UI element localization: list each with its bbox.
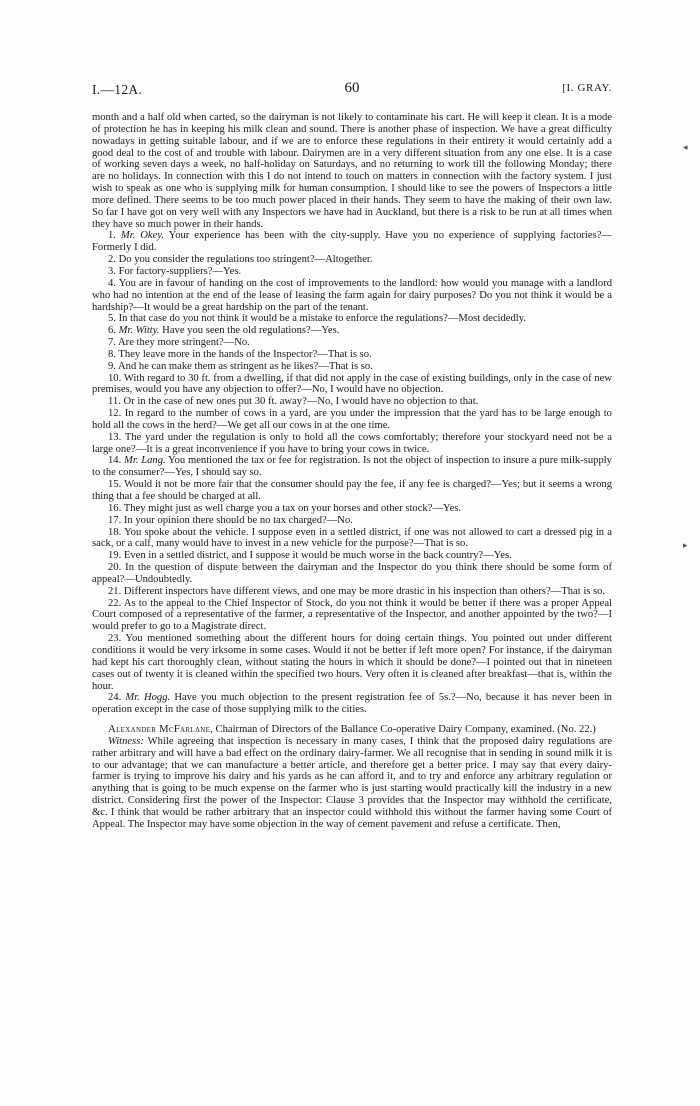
question-text: You are in favour of handing on the cost of improvements to the landlord: how would you manage with a landlord who had no intention at the end of the lease of leasing the farm again for dairy purposes? Do you not think it would be a hardship?—It would be a great hardship on the part of the tenant.: [92, 277, 612, 313]
question-item: [92, 278, 612, 314]
question-number: 22.: [108, 597, 122, 609]
question-number: 24.: [108, 692, 122, 704]
question-item: [92, 586, 612, 598]
question-item: [92, 550, 612, 562]
question-item: [92, 598, 612, 634]
question-item: [92, 527, 612, 551]
question-text: In regard to the number of cows in a yard, are you under the impression that the yard has to be large enough to hold all the cows in the herd?—We get all our cows in at the one time.: [92, 408, 612, 431]
question-item: [92, 479, 612, 503]
question-item: [92, 396, 612, 408]
question-item: [92, 455, 612, 479]
question-number: 11.: [108, 396, 121, 408]
question-number: 12.: [108, 408, 122, 420]
question-text: Would it not be more fair that the consumer should pay the fee, if any fee is charged?—Yes; but it seems a wrong thing that a fee should be charged at all.: [92, 479, 612, 502]
question-text: With regard to 30 ft. from a dwelling, if that did not apply in the case of existing buildings, only in the case of new premises, would you have any objection to offer?—No, I would have no objection.: [92, 372, 612, 396]
question-item: [92, 230, 612, 254]
question-number: 21.: [108, 585, 122, 597]
question-number: 14.: [108, 455, 122, 467]
page-header: [92, 82, 612, 102]
question-number: 20.: [108, 562, 122, 574]
question-text: In your opinion there should be no tax charged?—No.: [123, 514, 353, 526]
question-number: 23.: [108, 633, 122, 645]
question-number: 1.: [108, 230, 116, 242]
question-text: You mentioned something about the different hours for doing certain things. You pointed out under different conditions it would be very irksome in some cases. Would it not be better if left more open? For instance, if the dairyman had kept his cart thoroughly clean, without stating the hours in which it should be done?—I pointed out that in nineteen cases out of twenty it is cleaned within the specified two hours. Very often it is cleaned after breakfast—that is, within the hour.: [92, 633, 612, 692]
question-item: [92, 432, 612, 456]
question-text: They leave more in the hands of the Inspector?—That is so.: [118, 348, 372, 360]
question-text: In the question of dispute between the dairyman and the Inspector do you think there should be some form of appeal?—Undoubtedly.: [92, 562, 612, 585]
question-number: 17.: [108, 514, 122, 526]
question-number: 13.: [108, 431, 122, 443]
question-text: And he can make them as stringent as he likes?—That is so.: [118, 360, 373, 372]
question-item: [92, 254, 612, 266]
witness-label: Witness:: [108, 735, 144, 747]
question-item: [92, 325, 612, 337]
question-text: As to the appeal to the Chief Inspector of Stock, do you not think it would be better if there was a proper Appeal Court composed of a representative of the farmer, a representative of the Inspector, and another appointed by the two?—I would prefer to go to a Magistrate direct.: [92, 597, 612, 633]
document-body: [92, 112, 612, 831]
witness-name: Alexander McFarlane: [108, 724, 211, 736]
question-text: Or in the case of new ones put 30 ft. away?—No, I would have no objection to that.: [123, 396, 479, 408]
witness-statement-text: While agreeing that inspection is necessary in many cases, I think that the proposed dairy regulations are rather arbitrary and will have a bad effect on the ordinary dairy-farmer. We all recognise that in sending in sound milk it is to our advantage; that we can manufacture a better article, and therefore get a better price. I may say that every dairy-farmer is trying to improve his dairy and his yards as he can afford it, and to try and enforce any arbitrary regulation or anything that is going to be much expense on the farmer who is just starting would practically kill the industry in a new district. Considering first the power of the Inspector: Clause 3 provides that the Inspector may withhold the certificate, &c. I think that would be rather arbitrary that an inspector could withhold this without the farmer having some Court of Appeal. The Inspector may have some objection in the way of cement pavement and refuse a certificate. Then,: [92, 735, 612, 830]
questioner-name: Mr. Lang.: [124, 455, 166, 467]
question-text: The yard under the regulation is only to hold all the cows comfortably; therefore your stockyard need not be a large one?—It is a great inconvenience if you have to bring your cows in twice.: [92, 431, 612, 455]
opening-paragraph: month and a half old when carted, so the dairyman is not likely to contaminate his cart. He will keep it clean. It is a mode of protection he has in keeping his milk clean and sound. There is another phase of inspection. We have a great difficulty nowadays in getting suitable labour, and if we are to enforce these regulations in their entirety it would certainly add a good deal to the cost of and trouble with labour. Dairymen are in a very different situation from any one else. It is a case of working seven days a week, no half-holiday on Saturdays, and no returning to work till the following Monday; there are no holidays. In connection with this I do not intend to touch on matters in connection with the factory system. I just wish to speak as one who is supplying milk for human consumption. I should like to see the powers of Inspectors a little more defined. There seems to be too much power placed in their hands. They seem to have the making of their own law. So far I have got on very well with any Inspectors we have had in Auckland, but there is a risk to be run at all times when they have so much power in their hands.: [92, 112, 612, 230]
questioner-name: Mr. Witty.: [118, 325, 160, 337]
question-text: Even in a settled district, and I suppose it would be much worse in the back country?—Yes.: [123, 550, 512, 562]
witness-running-head: [I. GRAY.: [562, 82, 612, 94]
question-item: [92, 408, 612, 432]
question-number: 15.: [108, 479, 122, 491]
question-number: 3.: [108, 265, 116, 277]
question-item: [92, 515, 612, 527]
question-text: Your experience has been with the city-supply. Have you no experience of supplying factories?—Formerly I did.: [92, 230, 612, 254]
question-text: Have you much objection to the present registration fee of 5s.?—No, because it has never been in operation except in the case of those supplying milk to the cities.: [92, 692, 612, 716]
question-text: Are they more stringent?—No.: [118, 337, 250, 349]
witness-title: , Chairman of Directors of the Ballance Co-operative Dairy Company, examined. (No. 22.): [210, 724, 596, 736]
question-text: Do you consider the regulations too stringent?—Altogether.: [118, 254, 373, 266]
question-text: They might just as well charge you a tax on your horses and other stock?—Yes.: [123, 502, 462, 514]
question-item: [92, 373, 612, 397]
question-item: [92, 349, 612, 361]
question-answer-list: [92, 230, 612, 716]
margin-mark: ▸: [683, 540, 688, 550]
question-number: 5.: [108, 313, 116, 325]
document-code: I.—12A.: [92, 82, 143, 97]
question-text: Have you seen the old regulations?—Yes.: [159, 325, 340, 337]
question-text: You mentioned the tax or fee for registration. Is not the object of inspection to insure a pure milk-supply to the consumer?—Yes, I should say so.: [92, 455, 612, 479]
question-text: For factory-suppliers?—Yes.: [118, 265, 242, 277]
question-item: [92, 692, 612, 716]
question-item: [92, 633, 612, 692]
margin-mark: ◂: [683, 142, 688, 152]
question-item: [92, 503, 612, 515]
question-number: 18.: [108, 526, 122, 538]
question-text: Different inspectors have different views, and one may be more drastic in his inspection than others?—That is so.: [123, 585, 606, 597]
question-item: [92, 313, 612, 325]
question-number: 8.: [108, 348, 116, 360]
question-number: 7.: [108, 337, 116, 349]
question-number: 2.: [108, 254, 116, 266]
question-number: 4.: [108, 277, 116, 289]
witness-heading: [92, 724, 612, 736]
question-item: [92, 337, 612, 349]
question-item: [92, 562, 612, 586]
question-item: [92, 266, 612, 278]
question-text: You spoke about the vehicle. I suppose even in a settled district, if one was not allowed to cart a dressed pig in a sack, or a calf, many would have to invest in a new vehicle for the purpose?—That is so.: [92, 526, 612, 550]
questioner-name: Mr. Okey.: [120, 230, 165, 242]
question-item: [92, 361, 612, 373]
question-number: 16.: [108, 502, 122, 514]
question-number: 19.: [108, 550, 122, 562]
question-number: 6.: [108, 325, 116, 337]
question-number: 10.: [108, 372, 122, 384]
page-number: 60: [344, 80, 360, 96]
questioner-name: Mr. Hogg.: [125, 692, 171, 704]
witness-statement: [92, 736, 612, 831]
question-number: 9.: [108, 360, 116, 372]
question-text: In that case do you not think it would be a mistake to enforce the regulations?—Most decidedly.: [118, 313, 526, 325]
